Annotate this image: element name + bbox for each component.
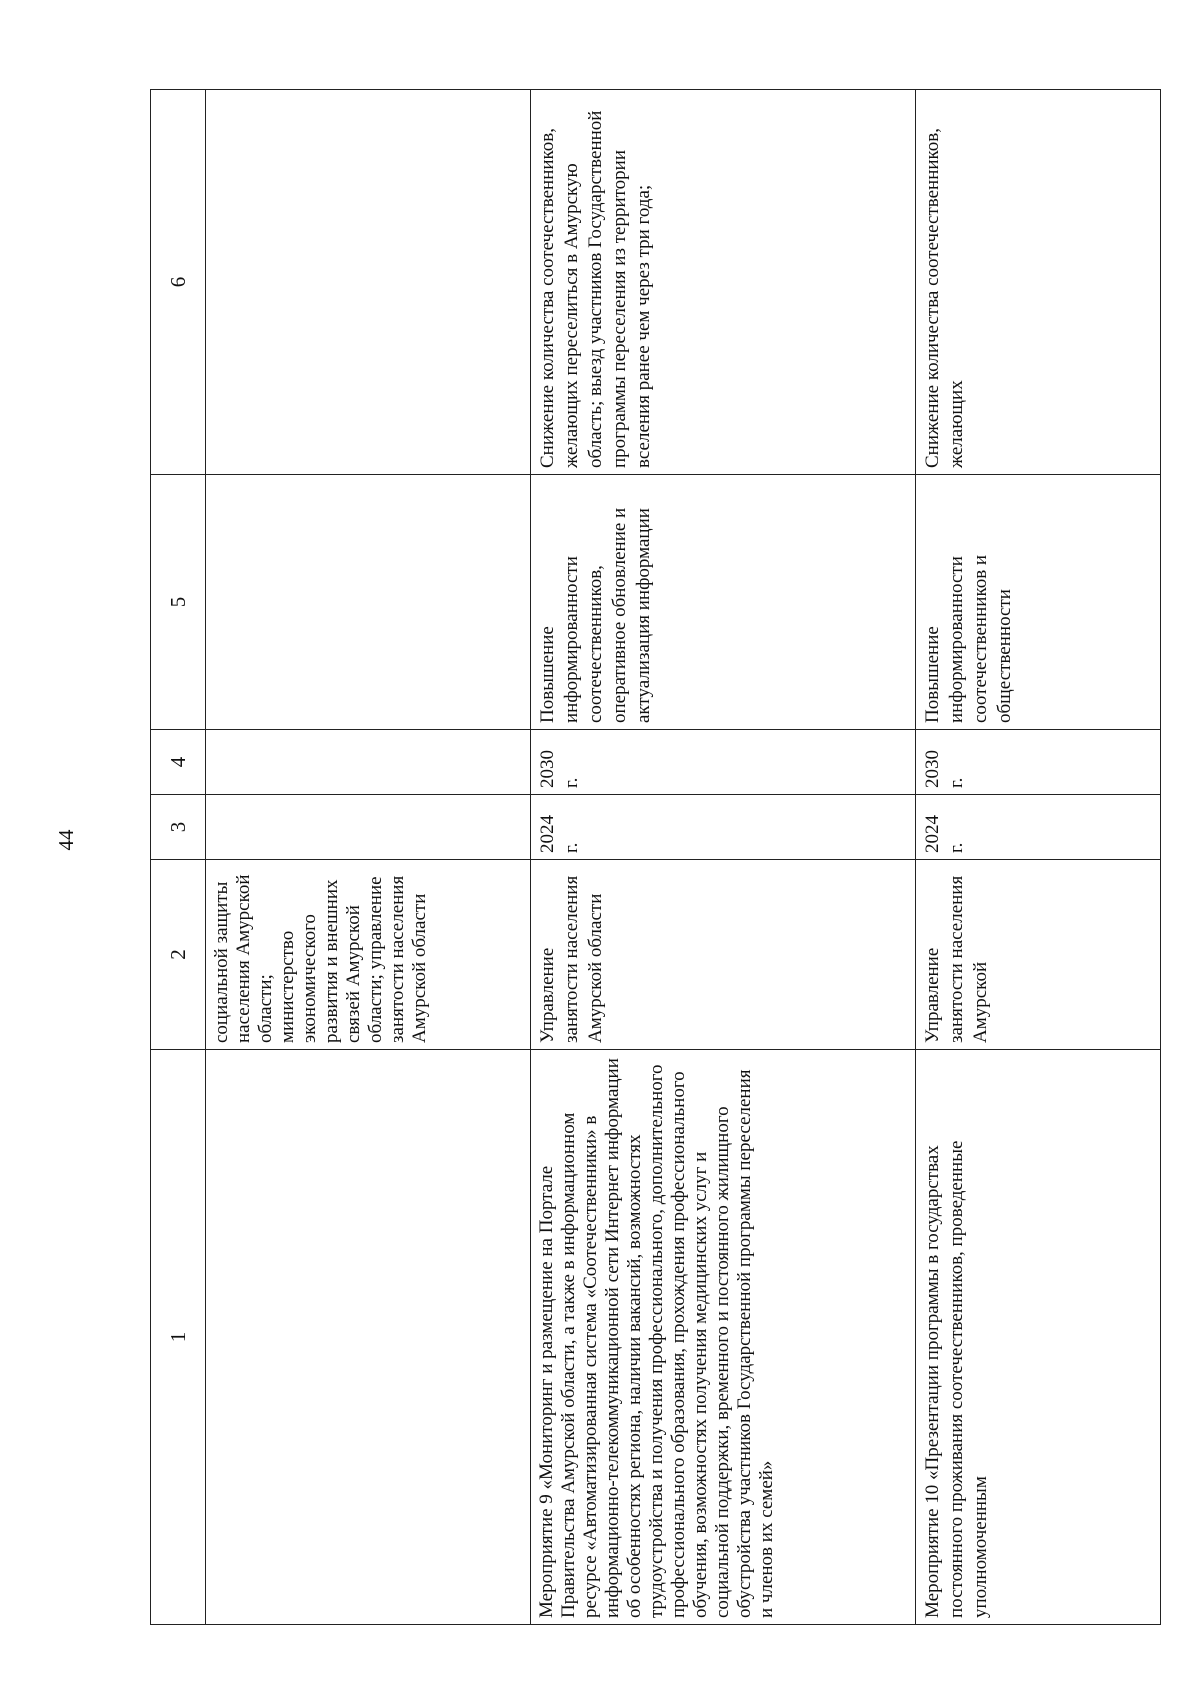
row2-measure: Мероприятие 9 «Мониторинг и размещение на Портале Правительства Амурской области, а также в информационном ресурсе «Автоматизированная система «Соотечественники» в информационно-телекоммуникационной сети Интернет информации об особенностях региона, наличии вакансий, возможностях трудоустройства и получения профессионального, дополнительного профессионального образования, прохождения профессионального обучения, возможностях получения медицинских услуг и социальной поддержки, временного и постоянного жилищного обустройства участников Государственной программы переселения и членов их семей»: [531, 1050, 916, 1625]
row1-expected-result: [206, 475, 531, 730]
page-number: 44: [54, 829, 78, 851]
header-col-4: 4: [151, 730, 206, 795]
row3-end-year: 2030 г.: [916, 730, 1161, 795]
table-row: [531, 90, 916, 1625]
header-col-1: 1: [151, 1050, 206, 1625]
row3-consequences: Снижение количества соотечественников, желающих: [916, 90, 1161, 475]
table-row: [206, 90, 531, 1625]
header-col-2: 2: [151, 860, 206, 1050]
table-row: [916, 90, 1161, 1625]
row3-start-year: 2024 г.: [916, 795, 1161, 860]
header-col-6: 6: [151, 90, 206, 475]
rotated-table-container: [150, 90, 1160, 1625]
row3-measure: Мероприятие 10 «Презентации программы в государствах постоянного проживания соотечественников, проведенные уполномоченным: [916, 1050, 1161, 1625]
header-col-5: 5: [151, 475, 206, 730]
row1-consequences: [206, 90, 531, 475]
header-col-3: 3: [151, 795, 206, 860]
row2-expected-result: Повышение информированности соотечественников, оперативное обновление и актуализация информации: [531, 475, 916, 730]
row2-executor: Управление занятости населения Амурской области: [531, 860, 916, 1050]
measures-table: [150, 89, 1161, 1625]
row1-measure: [206, 1050, 531, 1625]
row3-expected-result: Повышение информированности соотечественников и общественности: [916, 475, 1161, 730]
row1-end-year: [206, 730, 531, 795]
row2-start-year: 2024 г.: [531, 795, 916, 860]
row3-executor: Управление занятости населения Амурской: [916, 860, 1161, 1050]
row1-executor: социальной защиты населения Амурской области; министерство экономического развития и внешних связей Амурской области; управление занятости населения Амурской области: [206, 860, 531, 1050]
table-header-row: [151, 90, 206, 1625]
row2-end-year: 2030 г.: [531, 730, 916, 795]
row2-consequences: Снижение количества соотечественников, желающих переселиться в Амурскую область; выезд участников Государственной программы переселения из территории вселения ранее чем через три года;: [531, 90, 916, 475]
row1-start-year: [206, 795, 531, 860]
